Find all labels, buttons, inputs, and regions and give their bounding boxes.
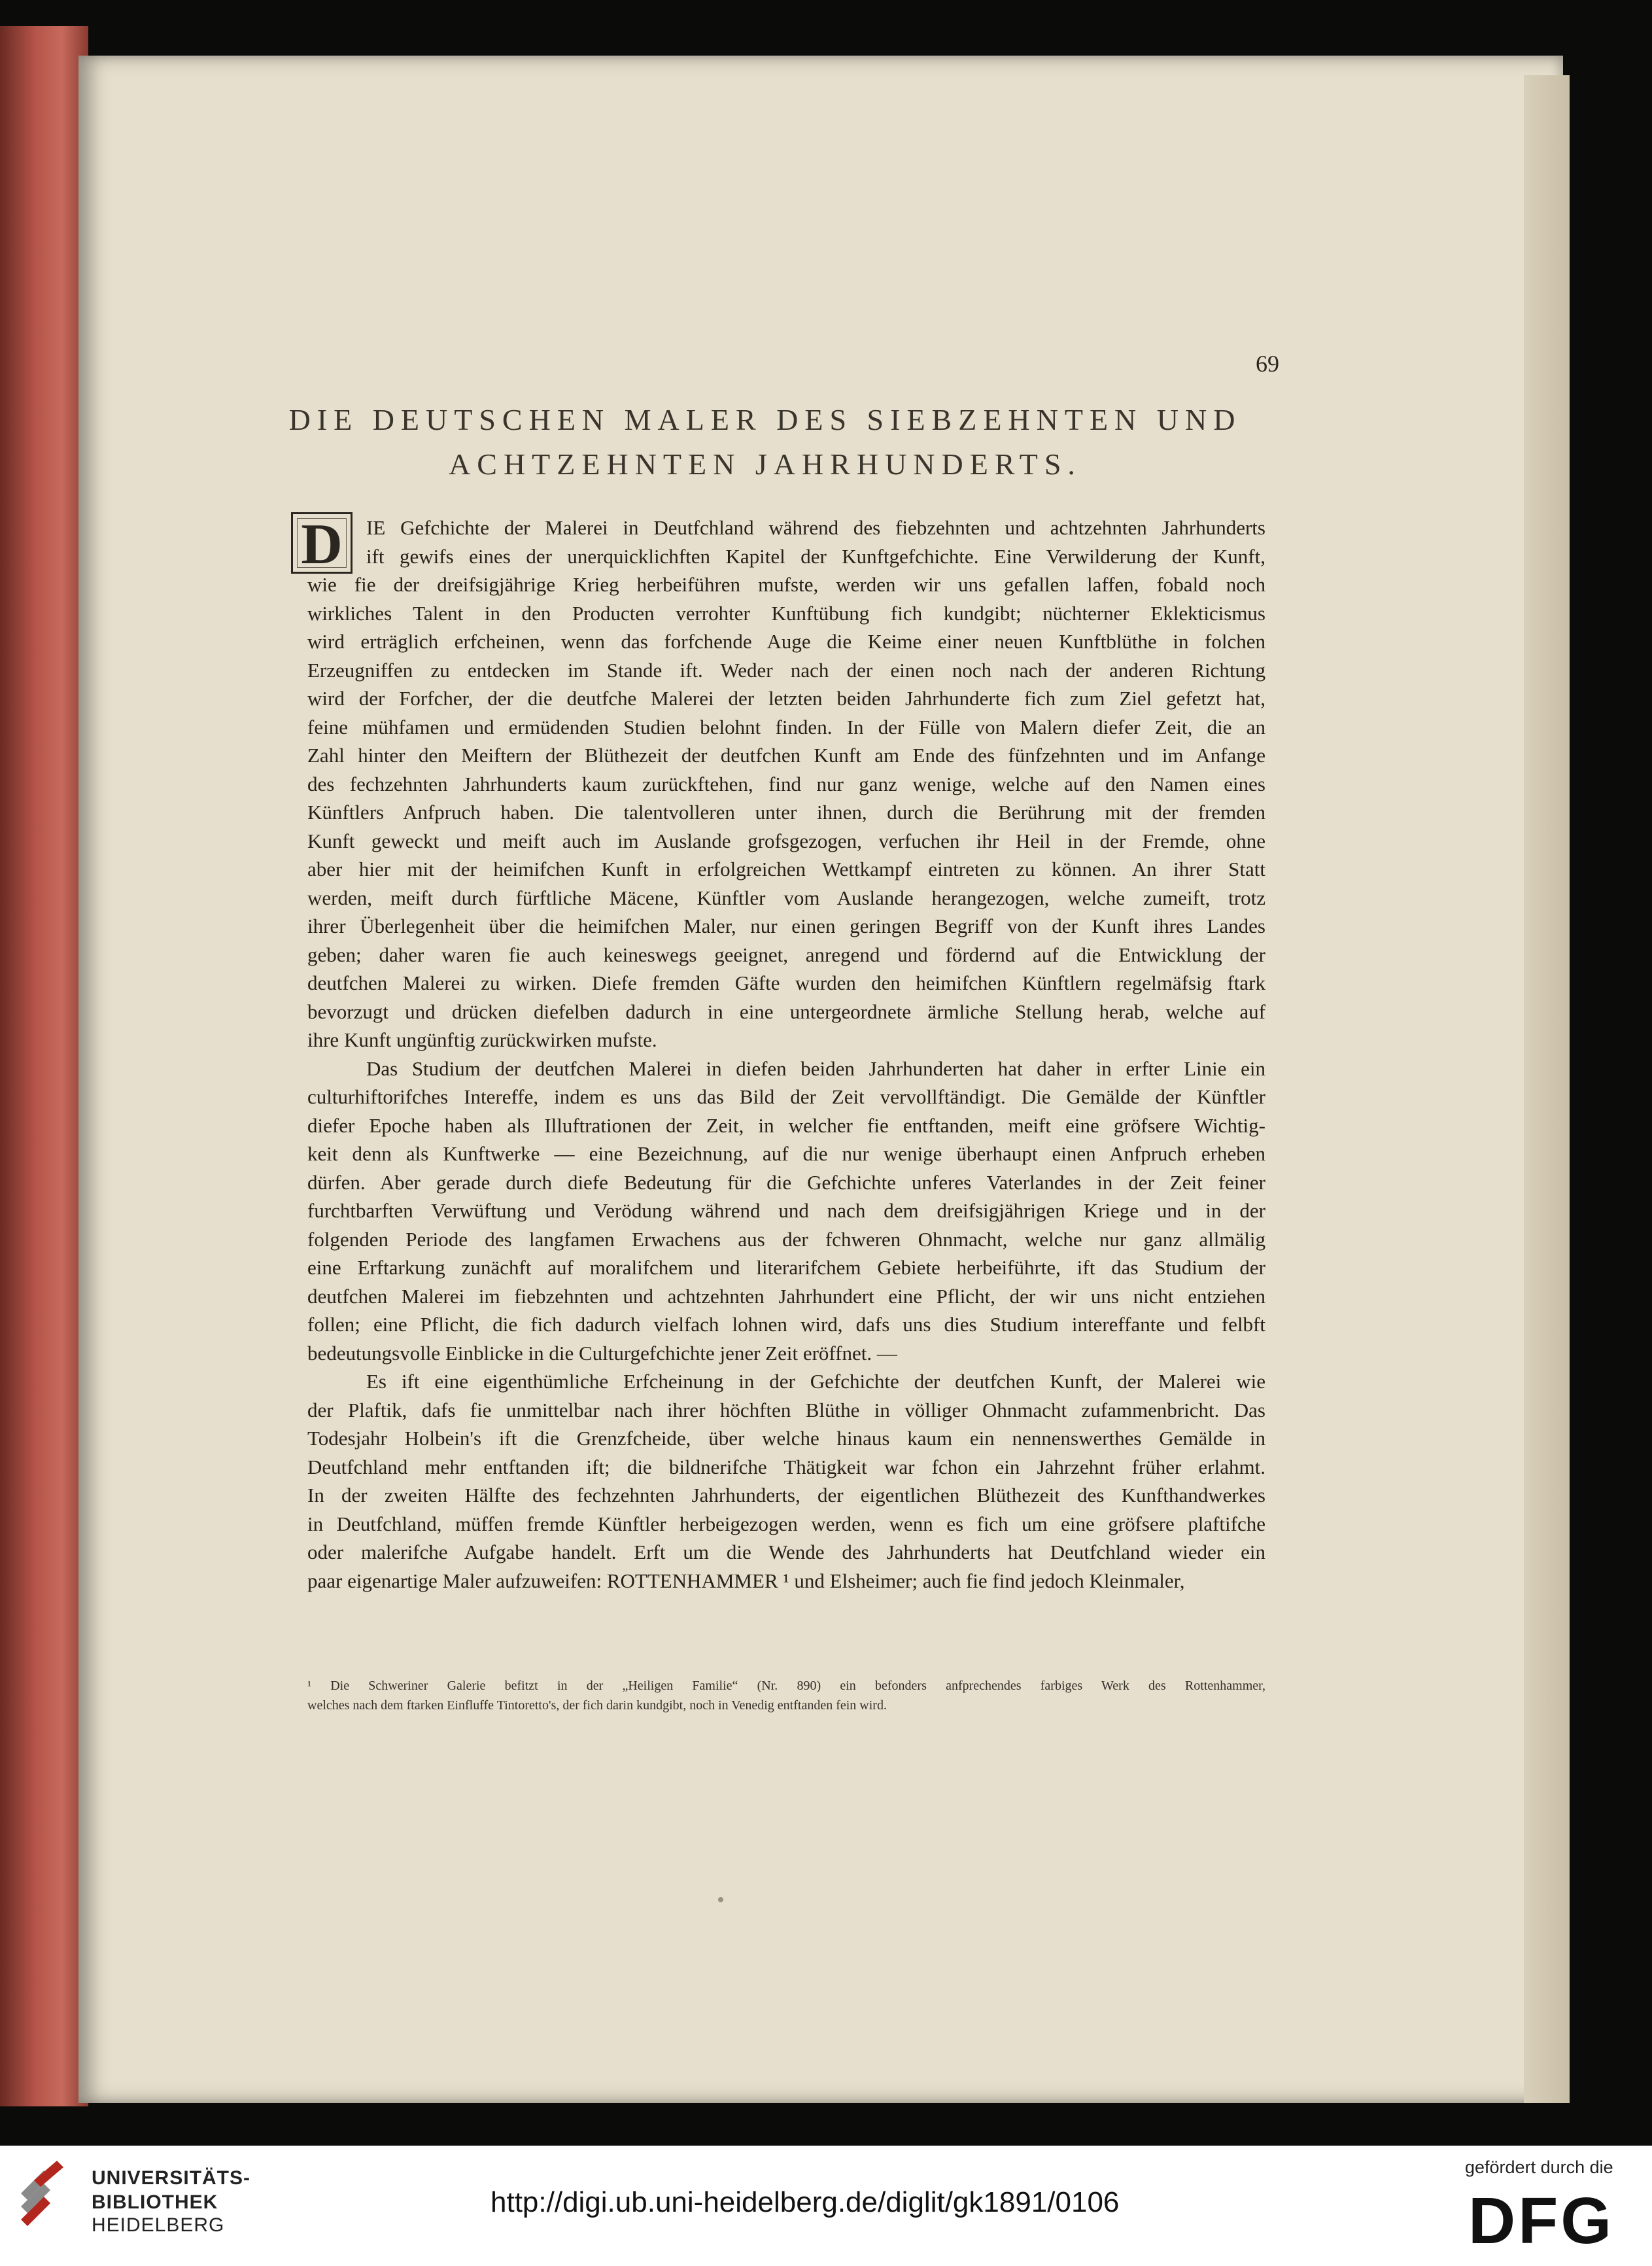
text-line: In der zweiten Hälfte des fechzehnten Jahrhunderts, der eigentlichen Blüthezeit des Kunfthandwerkes [307,1484,1265,1507]
text-line: bedeutungsvolle Einblicke in die Culturgefchichte jener Zeit eröffnet. — [307,1342,897,1365]
institution-name-line-1: UNIVERSITÄTS- [92,2167,251,2189]
text-line: oder malerifche Aufgabe handelt. Erft um die Wende des Jahrhunderts hat Deutfchland wieder ein [307,1541,1265,1563]
text-line: Todesjahr Holbein's ift die Grenzfcheide, über welche hinaus kaum ein nennenswerthes Gemälde in [307,1427,1265,1450]
text-line: Zahl hinter den Meiftern der Blüthezeit der deutfchen Kunft am Ende des fünfzehnten und im Anfange [307,744,1265,767]
text-line: Das Studium der deutfchen Malerei in diefen beiden Jahrhunderten hat daher in erfter Linie ein [366,1057,1265,1080]
sponsor-note: gefördert durch die [1465,2157,1613,2177]
text-line: wird erträglich erfcheinen, wenn das forfchende Auge die Keime einer neuen Kunftblüthe in folchen [307,630,1265,653]
text-line: aber hier mit der heimifchen Kunft in erfolgreichen Wettkampf eintreten zu können. An ihrer Statt [307,858,1265,880]
text-line: deutfchen Malerei im fiebzehnten und achtzehnten Jahrhundert eine Pflicht, der wir uns nicht entziehen [307,1285,1265,1308]
text-line: wie fie der dreifsigjährige Krieg herbeiführen mufste, werden wir uns gefallen laffen, fobald noch [307,573,1265,596]
chapter-title-line-1: DIE DEUTSCHEN MALER DES SIEBZEHNTEN UND [288,403,1242,436]
text-line: Künftlers Anfpruch haben. Die talentvolleren unter ihnen, durch die Berührung mit der fremden [307,801,1265,824]
text-line: eine Erftarkung zunächft auf moralifchem und literarifchem Gebiete herbeiführte, ift das Studium der [307,1256,1265,1279]
paper-speck [718,1897,723,1902]
text-line: keit denn als Kunftwerke — eine Bezeichnung, auf die nur wenige überhaupt einen Anfpruch erheben [307,1142,1265,1165]
text-line: ihrer Überlegenheit über die heimifchen Maler, nur einen geringen Begriff von der Kunft ihres Landes [307,915,1265,937]
text-line: culturhiftorifches Intereffe, indem es uns das Bild der Zeit vervollftändigt. Die Gemälde der Künftler [307,1085,1265,1108]
university-logo-icon [14,2161,80,2226]
text-line: der Plaftik, dafs fie unmittelbar nach ihrer höchften Blüthe in völliger Ohnmacht zufammenbricht. Das [307,1399,1265,1421]
text-line: folgenden Periode des langfamen Erwachens aus der fchweren Ohnmacht, welche nur ganz allmälig [307,1228,1265,1251]
text-line: furchtbarften Verwüftung und Verödung während und nach dem dreifsigjährigen Kriege und in der [307,1199,1265,1222]
text-line: geben; daher waren fie auch keineswegs geeignet, anregend und fördernd auf die Entwicklung der [307,943,1265,966]
book-cover-edge [0,26,88,2106]
footnote-line-2: welches nach dem ftarken Einfluffe Tintoretto's, der fich darin kundgibt, noch in Venedig entftanden fein wird. [307,1698,887,1713]
text-line: Es ift eine eigenthümliche Erfcheinung in der Gefchichte der deutfchen Kunft, der Malerei wie [366,1370,1265,1393]
text-line: diefer Epoche haben als Illuftrationen der Zeit, in welcher fie entftanden, meift eine gröfsere Wichtig- [307,1114,1265,1137]
text-line: bevorzugt und drücken diefelben dadurch in eine untergeordnete ärmliche Stellung herab, welche auf [307,1000,1265,1023]
text-line: Deutfchland mehr entftanden ift; die bildnerifche Thätigkeit war fchon ein Jahrzehnt früher erlahmt. [307,1455,1265,1478]
chapter-title-line-2: ACHTZEHNTEN JAHRHUNDERTS. [449,447,1082,481]
initial-letter: D [301,513,343,576]
permalink-url[interactable]: http://digi.ub.uni-heidelberg.de/diglit/gk1891/0106 [490,2186,1120,2218]
text-line: follen; eine Pflicht, die fich dadurch vielfach lohnen wird, dafs uns dies Studium intereffante und felbft [307,1313,1265,1336]
text-line: des fechzehnten Jahrhunderts kaum zurückftehen, find nur ganz wenige, welche auf den Namen eines [307,773,1265,795]
text-line: IE Gefchichte der Malerei in Deutfchland während des fiebzehnten und achtzehnten Jahrhunderts [366,516,1265,539]
dfg-logo: DFG [1468,2184,1615,2257]
text-line: in Deutfchland, müffen fremde Künftler herbeigezogen werden, wenn es fich um eine gröfsere plaftifche [307,1512,1265,1535]
institution-name-line-3: HEIDELBERG [92,2214,225,2236]
text-line: wirkliches Talent in den Producten verrohter Kunftübung fich kundgibt; nüchterner Eklekticismus [307,602,1265,625]
text-line: Erzeugniffen zu entdecken im Stande ift. Weder nach der einen noch nach der anderen Richtung [307,659,1265,682]
text-line: ift gewifs eines der unerquicklichften Kapitel der Kunftgefchichte. Eine Verwilderung der Kunft, [366,545,1265,568]
decorative-initial [291,512,353,574]
institution-name-line-2: BIBLIOTHEK [92,2191,218,2213]
text-line: dürfen. Aber gerade durch diefe Bedeutung für die Gefchichte unferes Vaterlandes in der Zeit feiner [307,1171,1265,1194]
footnote-line-1: ¹ Die Schweriner Galerie befitzt in der „Heiligen Familie“ (Nr. 890) ein befonders anfprechendes farbiges Werk des Rottenhammer, [307,1679,1265,1693]
text-line: werden, meift durch fürftliche Mäcene, Künftler vom Auslande herangezogen, welche zumeift, trotz [307,886,1265,909]
text-line: deutfchen Malerei zu wirken. Diefe fremden Gäfte wurden den heimifchen Künftlern regelmäfsig ftark [307,971,1265,994]
text-line: paar eigenartige Maler aufzuweifen: ROTTENHAMMER ¹ und Elsheimer; auch fie find jedoch Kleinmaler, [307,1569,1185,1592]
page-edge-shadow [1524,75,1570,2103]
text-line: ihre Kunft ungünftig zurückwirken mufste. [307,1028,657,1051]
page-number: 69 [1256,351,1279,377]
text-line: Kunft geweckt und meift auch im Auslande grofsgezogen, verfuchen ihr Heil in der Fremde, ohne [307,829,1265,852]
text-line: feine mühfamen und ermüdenden Studien belohnt finden. In der Fülle von Malern diefer Zeit, die an [307,716,1265,739]
text-line: wird der Forfcher, der die deutfche Malerei der letzten beiden Jahrhunderte fich zum Ziel gefetzt hat, [307,687,1265,710]
